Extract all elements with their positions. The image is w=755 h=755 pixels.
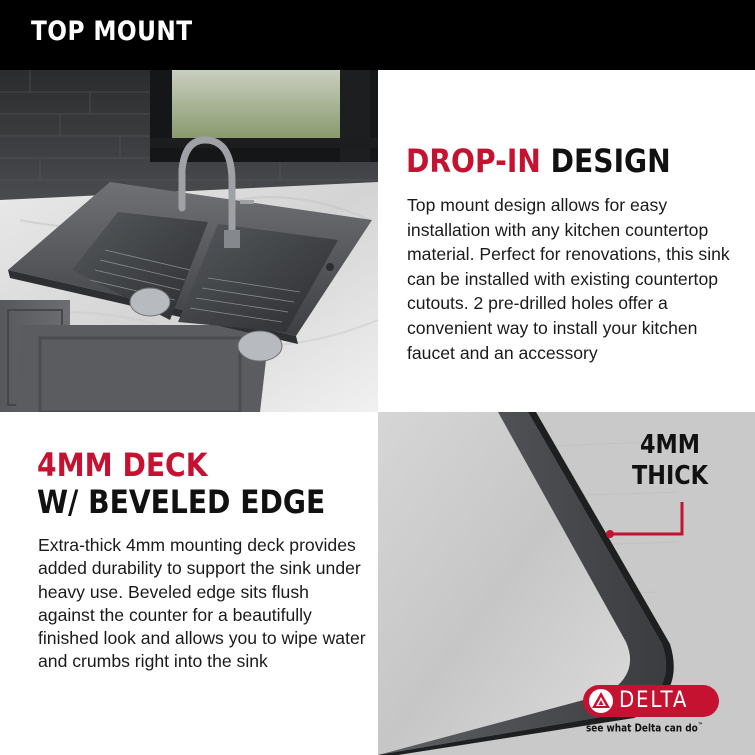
deck-description: Extra-thick 4mm mounting deck provides added durability to support the sink under heavy use. Beveled edge sits flush against the counter for a beautifully finished look and allows you to wipe water and crumbs right into the sink bbox=[38, 535, 366, 672]
thickness-callout bbox=[610, 430, 730, 492]
drop-in-description: Top mount design allows for easy installation with any kitchen countertop material. Perfect for renovations, this sink can be installed with existing countertop cutouts. 2 pre-drilled holes offer a convenient way to install your kitchen faucet and an accessory bbox=[407, 195, 730, 363]
page-title: TOP MOUNT bbox=[31, 16, 193, 47]
brand-tagline-text: see what Delta can do bbox=[586, 722, 698, 735]
brand-tagline bbox=[586, 722, 703, 735]
delta-logo bbox=[583, 685, 719, 717]
delta-triangle-icon bbox=[588, 688, 614, 714]
kitchen-sink-photo bbox=[0, 70, 378, 412]
trademark-symbol: ™ bbox=[697, 722, 703, 729]
thickness-callout-line2: THICK bbox=[631, 461, 709, 491]
drop-in-heading bbox=[406, 142, 671, 180]
drop-in-heading-rest: DESIGN bbox=[540, 142, 671, 180]
header-bar bbox=[0, 0, 755, 70]
thickness-callout-line1: 4MM bbox=[639, 430, 701, 460]
deck-heading-line2: W/ BEVELED EDGE bbox=[37, 483, 326, 521]
delta-wordmark: DELTA bbox=[619, 688, 689, 713]
deck-heading-line1: 4MM DECK bbox=[37, 446, 208, 484]
drop-in-heading-accent: DROP-IN bbox=[406, 142, 541, 180]
